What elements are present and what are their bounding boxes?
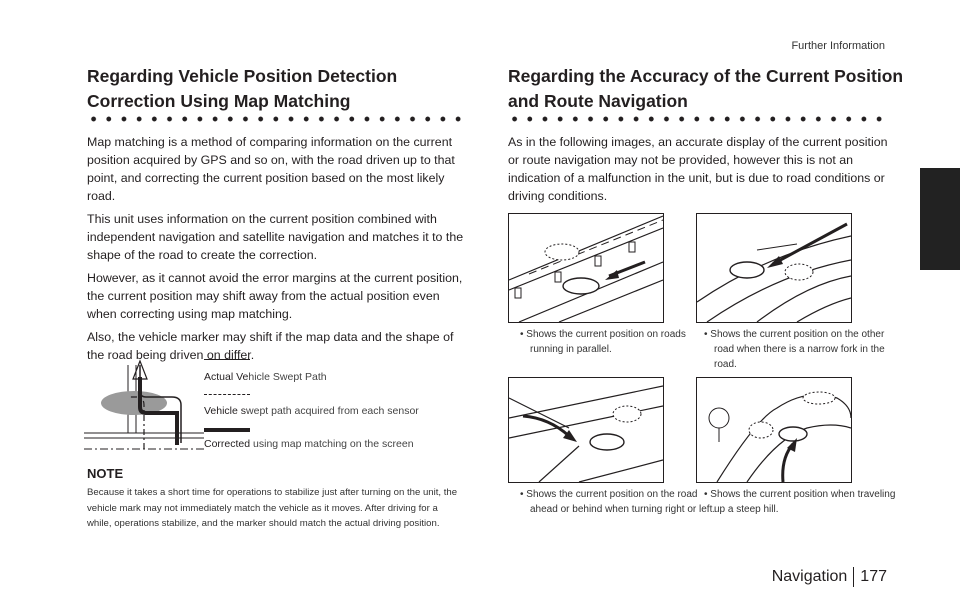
right-intro: As in the following images, an accurate display of the current position or route navigation may not be provided, however this is not an indication of a malfunction in the unit, but is due to road conditions or driving conditions. xyxy=(508,135,888,203)
narrow-fork-illustration xyxy=(697,214,851,322)
page-number: 177 xyxy=(860,568,887,586)
figure-turning xyxy=(508,377,664,483)
footer-separator xyxy=(853,567,854,587)
left-section-title xyxy=(87,64,397,114)
legend-vehicle xyxy=(204,405,419,417)
legend-line-vehicle xyxy=(204,394,250,395)
legend-line-corrected xyxy=(204,428,250,432)
caption-steep-hill: • Shows the current position when traveling up a steep hill. xyxy=(704,489,896,515)
left-paragraph: However, as it cannot avoid the error margins at the current position, the current position may shift away from the actual position even when correcting using map matching. xyxy=(87,271,463,321)
legend-actual-rest: hicle Swept Path xyxy=(248,371,327,383)
chapter-tab xyxy=(920,168,960,270)
right-title-line1: Regarding the Accuracy of the Current Position xyxy=(508,66,904,86)
figure-parallel-roads xyxy=(508,213,664,323)
left-body xyxy=(87,133,467,369)
figure-narrow-fork xyxy=(696,213,852,323)
left-title-line1: Regarding Vehicle Position Detection xyxy=(87,66,398,86)
legend-corrected-rest: using map matching on the screen xyxy=(250,438,414,450)
left-paragraph: This unit uses information on the current position combined with independent navigation and satellite navigation and matches it to the shape of the road to create the correction. xyxy=(87,212,464,262)
map-matching-diagram xyxy=(84,355,204,455)
note-body: Because it takes a short time for operations to stabilize just after turning on the unit, the vehicle mark may not immediately match the vehicle as it moves. After driving for a while, operations stabilize, and the marker should match the actual driving position. xyxy=(87,487,458,529)
left-paragraph: Map matching is a method of comparing information on the current position acquired by GPS and so on, with the road driven up to that point, and correcting the current position based on the most likely road. xyxy=(87,135,455,203)
legend-vehicle-rest: wept path acquired from each sensor xyxy=(246,405,419,417)
parallel-roads-illustration xyxy=(509,214,663,322)
legend-corrected-lead: Corrected xyxy=(204,438,251,450)
turning-illustration xyxy=(509,378,663,482)
page-footer xyxy=(772,567,887,587)
right-title-dot-rule xyxy=(507,115,889,123)
note-title: NOTE xyxy=(87,466,124,481)
caption-turning: • Shows the current position on the road ahead or behind when turning right or left. xyxy=(520,489,716,515)
figure-steep-hill xyxy=(696,377,852,483)
right-body xyxy=(508,133,888,210)
legend-vehicle-lead: Vehicle s xyxy=(204,405,247,417)
right-section-title xyxy=(508,64,903,114)
legend-corrected xyxy=(204,438,414,450)
legend-actual xyxy=(204,371,327,383)
right-title-line2: and Route Navigation xyxy=(508,91,688,111)
left-title-dot-rule xyxy=(86,115,468,123)
caption-parallel-roads: • Shows the current position on roads running in parallel. xyxy=(520,329,686,355)
left-paragraph: Also, the vehicle marker may shift if the map data and the shape of the road being driven on differ. xyxy=(87,330,454,362)
legend-line-actual xyxy=(204,359,250,360)
footer-section-label: Navigation xyxy=(771,568,848,586)
section-header: Further Information xyxy=(791,40,885,52)
steep-hill-illustration xyxy=(697,378,851,482)
caption-narrow-fork: • Shows the current position on the other road when there is a narrow fork in the road. xyxy=(704,329,885,370)
legend-actual-lead: Actual Ve xyxy=(204,371,249,383)
left-title-line2: Correction Using Map Matching xyxy=(87,91,351,111)
